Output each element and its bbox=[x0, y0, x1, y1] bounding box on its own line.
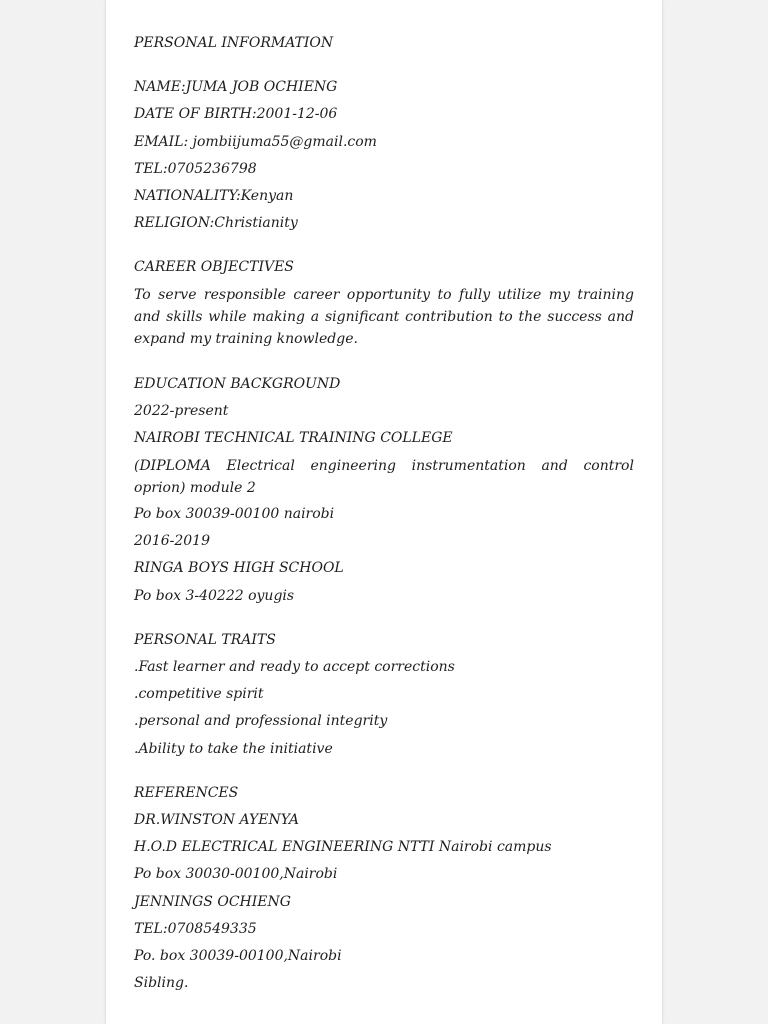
trait-item: .Ability to take the initiative bbox=[134, 740, 333, 757]
college-name: NAIROBI TECHNICAL TRAINING COLLEGE bbox=[134, 429, 453, 446]
trait-item: .personal and professional integrity bbox=[134, 713, 388, 730]
course-word: instrumentation bbox=[411, 458, 526, 475]
course-word: Electrical bbox=[226, 458, 295, 475]
career-objectives-text: To serve responsible career opportunity to fully utilize my training and skills while making a significant contribution to the success and expand my training knowledge. bbox=[134, 286, 634, 347]
reference-line: Sibling. bbox=[134, 975, 189, 992]
reference-line: JENNINGS OCHIENG bbox=[134, 893, 291, 910]
nationality-line: NATIONALITY:Kenyan bbox=[134, 187, 294, 204]
reference-line: TEL:0708549335 bbox=[134, 920, 257, 937]
course-word: engineering bbox=[310, 458, 396, 475]
dob-line: DATE OF BIRTH:2001-12-06 bbox=[134, 106, 338, 123]
cv-content bbox=[134, 30, 634, 997]
trait-item: .competitive spirit bbox=[134, 686, 264, 703]
references-heading: REFERENCES bbox=[134, 784, 239, 801]
reference-line: H.O.D ELECTRICAL ENGINEERING NTTI Nairobi campus bbox=[134, 839, 552, 856]
highschool-name: RINGA BOYS HIGH SCHOOL bbox=[134, 560, 344, 577]
personal-info-heading: PERSONAL INFORMATION bbox=[134, 35, 334, 51]
reference-line: Po box 30030-00100,Nairobi bbox=[134, 866, 338, 883]
document-page bbox=[106, 0, 662, 1024]
college-course-tail: oprion) module 2 bbox=[134, 480, 256, 497]
reference-line: DR.WINSTON AYENYA bbox=[134, 811, 300, 828]
email-line: EMAIL: jombiijuma55@gmail.com bbox=[134, 133, 377, 150]
course-word: (DIPLOMA bbox=[134, 458, 211, 475]
career-objectives-heading: CAREER OBJECTIVES bbox=[134, 259, 294, 276]
personal-traits-heading: PERSONAL TRAITS bbox=[134, 631, 276, 648]
college-address: Po box 30039-00100 nairobi bbox=[134, 506, 335, 523]
course-word: and bbox=[541, 458, 568, 475]
tel-line: TEL:0705236798 bbox=[134, 160, 257, 177]
education-heading: EDUCATION BACKGROUND bbox=[134, 375, 341, 392]
highschool-address: Po box 3-40222 oyugis bbox=[134, 587, 295, 604]
college-course-line bbox=[134, 452, 634, 477]
course-word: control bbox=[583, 458, 634, 475]
religion-line: RELIGION:Christianity bbox=[134, 215, 298, 232]
education-period-college: 2022-present bbox=[134, 402, 229, 419]
trait-item: .Fast learner and ready to accept corrections bbox=[134, 659, 455, 675]
name-line: NAME:JUMA JOB OCHIENG bbox=[134, 79, 338, 96]
reference-line: Po. box 30039-00100,Nairobi bbox=[134, 947, 342, 964]
education-period-highschool: 2016-2019 bbox=[134, 533, 210, 550]
